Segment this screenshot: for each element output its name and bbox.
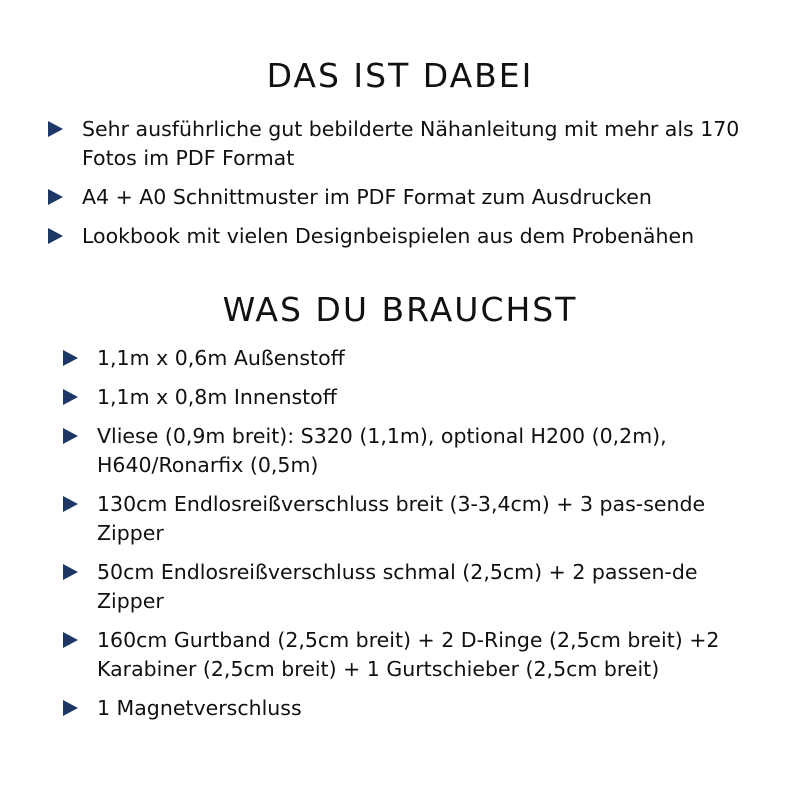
list-item-text: Vliese (0,9m breit): S320 (1,1m), optional H200 (0,2m), H640/Ronarfix (0,5m) — [97, 424, 667, 477]
list-item — [48, 183, 778, 212]
included-list — [48, 115, 778, 261]
list-item-text: A4 + A0 Schnittmuster im PDF Format zum Ausdrucken — [82, 185, 652, 209]
section-heading-needed: WAS DU BRAUCHST — [222, 290, 578, 329]
triangle-bullet-icon — [48, 228, 63, 244]
triangle-bullet-icon — [63, 389, 78, 405]
list-item — [63, 490, 763, 548]
list-item — [63, 694, 763, 723]
triangle-bullet-icon — [63, 564, 78, 580]
triangle-bullet-icon — [63, 428, 78, 444]
list-item — [63, 344, 763, 373]
list-item-text: Sehr ausführliche gut bebilderte Nähanleitung mit mehr als 170 Fotos im PDF Format — [82, 117, 740, 170]
triangle-bullet-icon — [48, 121, 63, 137]
list-item-text: 1 Magnetverschluss — [97, 696, 302, 720]
list-item-text: 1,1m x 0,8m Innenstoff — [97, 385, 337, 409]
list-item — [48, 115, 778, 173]
list-item — [63, 558, 763, 616]
list-item — [63, 422, 763, 480]
triangle-bullet-icon — [63, 350, 78, 366]
triangle-bullet-icon — [48, 189, 63, 205]
materials-list — [63, 344, 763, 733]
triangle-bullet-icon — [63, 700, 78, 716]
list-item-text: 160cm Gurtband (2,5cm breit) + 2 D-Ringe (2,5cm breit) +2 Karabiner (2,5cm breit) + 1 Gurtschieber (2,5cm breit) — [97, 628, 720, 681]
triangle-bullet-icon — [63, 632, 78, 648]
list-item — [48, 222, 778, 251]
list-item-text: 50cm Endlosreißverschluss schmal (2,5cm) + 2 passen-de Zipper — [97, 560, 698, 613]
list-item-text: 130cm Endlosreißverschluss breit (3-3,4cm) + 3 pas-sende Zipper — [97, 492, 706, 545]
list-item-text: 1,1m x 0,6m Außenstoff — [97, 346, 345, 370]
list-item — [63, 626, 763, 684]
triangle-bullet-icon — [63, 496, 78, 512]
section-heading-included: DAS IST DABEI — [266, 56, 534, 95]
list-item — [63, 383, 763, 412]
list-item-text: Lookbook mit vielen Designbeispielen aus dem Probenähen — [82, 224, 695, 248]
